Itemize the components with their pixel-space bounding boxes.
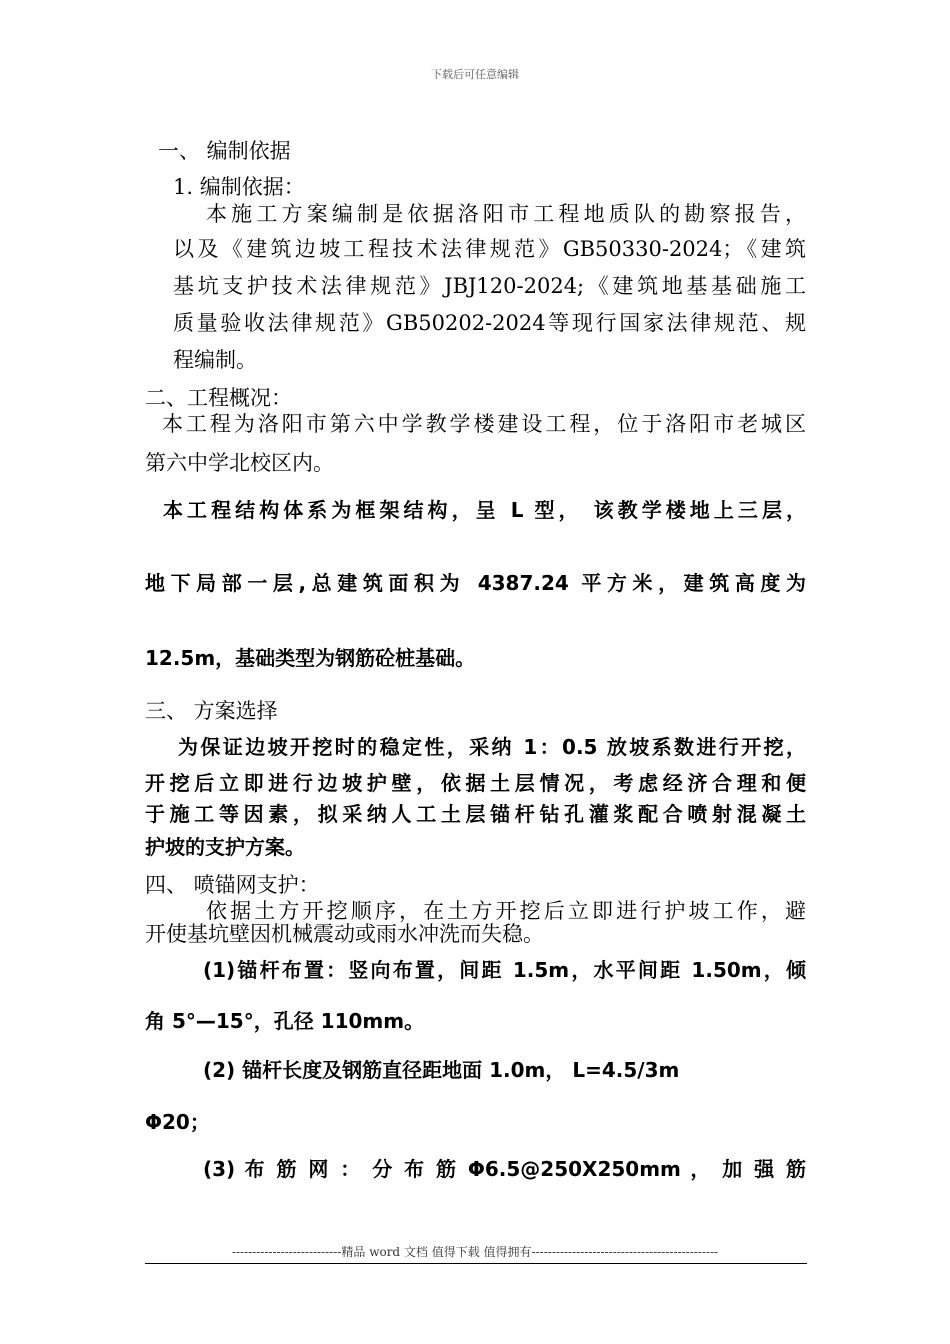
footer-rule (145, 1263, 807, 1264)
section4-line: (2) 锚杆长度及钢筋直径距地面 1.0m， L=4.5/3m (203, 1058, 680, 1082)
section3-line: 开挖后立即进行边坡护壁，依据土层情况，考虑经济合理和便 (145, 771, 806, 795)
section4-line: 角 5°—15°，孔径 110mm。 (145, 1009, 425, 1033)
section4-line: 开使基坑壁因机械震动或雨水冲洗而失稳。 (145, 922, 544, 946)
section4-line: (1)锚杆布置：竖向布置，间距 1.5m，水平间距 1.50m，倾 (203, 958, 806, 982)
section4-line: (3) 布 筋 网 ： 分 布 筋 Φ6.5@250X250mm ， 加 强 筋 (203, 1157, 806, 1181)
section1-subheading: 1. 编制依据： (173, 175, 305, 199)
section3-line: 护坡的支护方案。 (145, 835, 305, 859)
section3-line: 为保证边坡开挖时的稳定性，采纳 1：0.5 放坡系数进行开挖， (178, 735, 806, 759)
section1-heading: 一、 编制依据 (158, 139, 291, 163)
section2-line: 地下局部一层,总建筑面积为 4387.24 平方米，建筑高度为 (145, 571, 806, 595)
section2-line: 本工程为洛阳市第六中学教学楼建设工程，位于洛阳市老城区 (162, 412, 806, 436)
section4-line: Φ20； (145, 1110, 210, 1134)
header-note: 下载后可任意编辑 (431, 68, 519, 81)
section1-line: 本施工方案编制是依据洛阳市工程地质队的勘察报告， (206, 202, 806, 226)
section3-line: 于施工等因素，拟采纳人工土层锚杆钻孔灌浆配合喷射混凝土 (145, 802, 806, 826)
section4-line: 依据土方开挖顺序，在土方开挖后立即进行护坡工作，避 (206, 899, 806, 923)
section1-line: 程编制。 (173, 348, 257, 372)
section1-line: 基坑支护技术法律规范》JBJ120-2024;《建筑地基基础施工 (173, 274, 806, 298)
section2-line: 第六中学北校区内。 (145, 451, 334, 475)
section1-line: 以及《建筑边坡工程技术法律规范》GB50330-2024；《建筑 (173, 237, 806, 261)
section2-line: 12.5m，基础类型为钢筋砼桩基础。 (145, 646, 476, 670)
section2-line: 本工程结构体系为框架结构，呈 L 型， 该教学楼地上三层， (163, 498, 806, 522)
section2-heading: 二、工程概况： (145, 386, 292, 410)
footer-text: ---------------------------精品 word 文档 值得下载 值得拥有---------------------------------------------- (231, 1245, 719, 1259)
section3-heading: 三、 方案选择 (145, 699, 278, 723)
section4-heading: 四、 喷锚网支护： (145, 873, 320, 897)
section1-line: 质量验收法律规范》GB50202-2024等现行国家法律规范、规 (173, 311, 806, 335)
